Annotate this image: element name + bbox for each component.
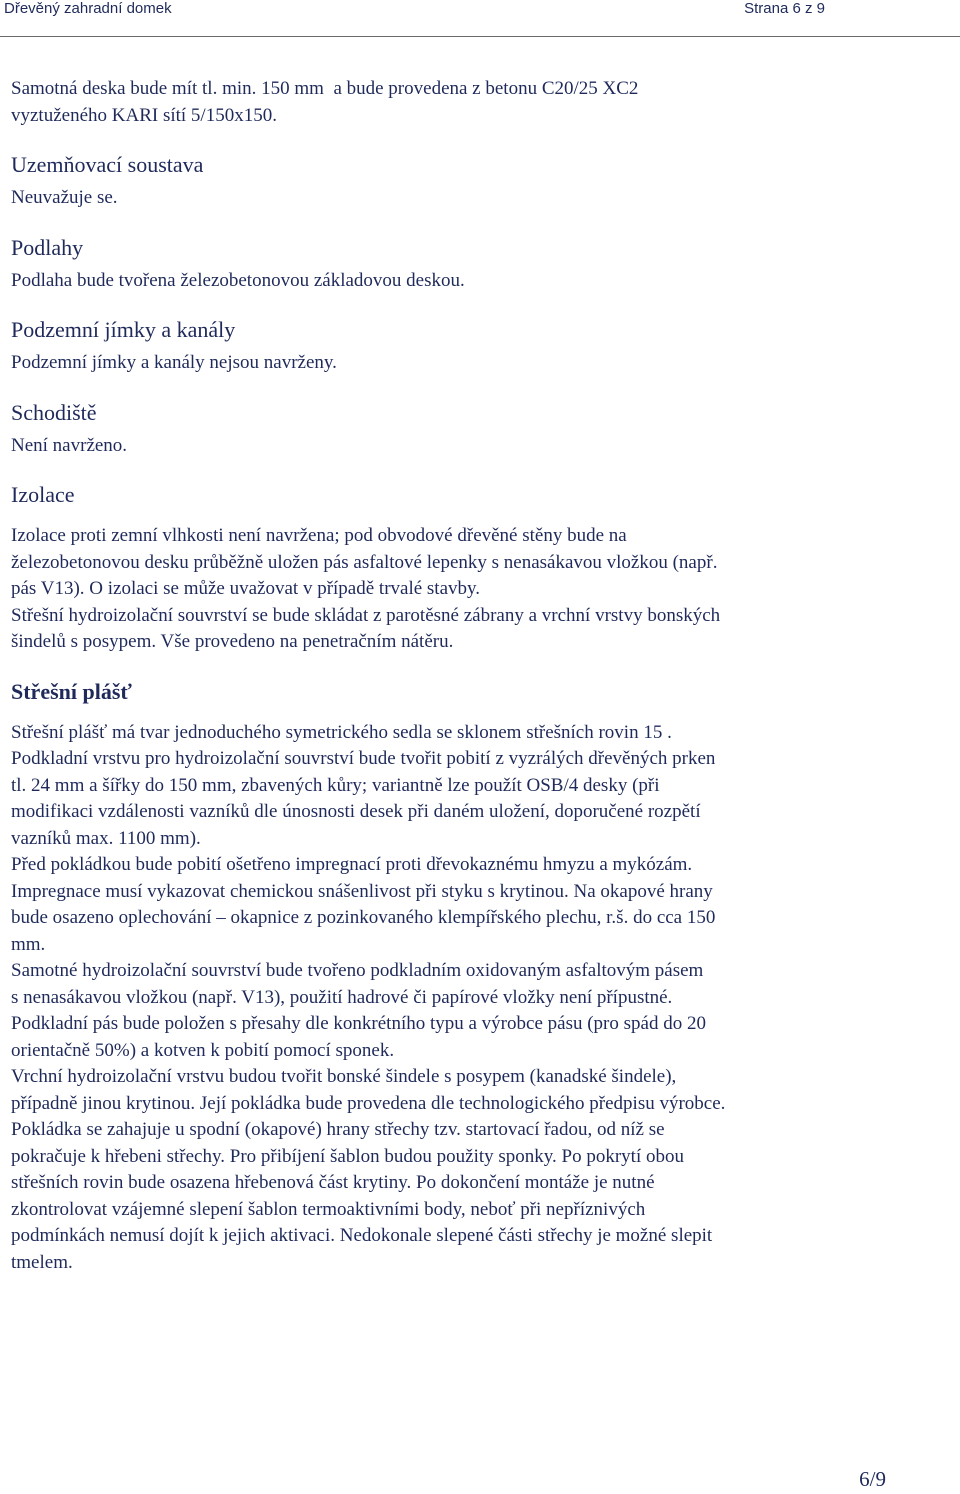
document-body <box>11 76 941 1276</box>
heading-podzemni-jimky: Podzemní jímky a kanály <box>11 317 236 342</box>
heading-podlahy: Podlahy <box>11 234 84 260</box>
intro-paragraph: Samotná deska bude mít tl. min. 150 mm a bude provedena z betonu C20/25 XC2 vyztuženého KARI sítí 5/150x150. <box>11 78 639 126</box>
paragraph-uzemnovaci-soustava: Neuvažuje se. <box>11 187 118 208</box>
heading-uzemnovaci-soustava: Uzemňovací soustava <box>11 152 204 177</box>
paragraph-podlahy: Podlaha bude tvořena železobetonovou základovou deskou. <box>11 269 465 291</box>
heading-stresni-plast: Střešní plášť <box>11 678 132 704</box>
paragraph-schodiste: Není navrženo. <box>11 434 128 456</box>
paragraph-podzemni-jimky: Podzemní jímky a kanály nejsou navrženy. <box>11 352 337 373</box>
document-title: Dřevěný zahradní domek <box>4 0 172 17</box>
heading-izolace: Izolace <box>11 482 75 507</box>
page-indicator: Strana 6 z 9 <box>744 0 825 17</box>
paragraph-stresni-plast: Střešní plášť má tvar jednoduchého symetrického sedla se sklonem střešních rovin 15 . Podkladní vrstvu pro hydroizolační souvrství bude tvořit pobití z vyzrálých dřevěných prken tl. 24 mm a šířky do 150 mm, zbavených kůry; variantně lze použít OSB/4 desky (při modifikaci vzdálenosti vazníků dle únosnosti desek při daném uložení, doporučené rozpětí vazníků max. 1100 mm). Před pokládkou bude pobití ošetřeno impregnací proti dřevokaznému hmyzu a mykózám. Impregnace musí vykazovat chemickou snášenlivost při styku s krytinou. Na okapové hrany bude osazeno oplechování – okapnice z pozinkovaného klempířského plechu, r.š. do cca 150 mm. Samotné hydroizolační souvrství bude tvořeno podkladním oxidovaným asfaltovým pásem s nenasákavou vložkou (např. V13), použití hadrové či papírové vložky není přípustné. Podkladní pás bude položen s přesahy dle konkrétního typu a výrobce pásu (pro spád do 20 orientačně 50%) a kotven k pobití pomocí sponek. Vrchní hydroizolační vrstvu budou tvořit bonské šindele s posypem (kanadské šindele), případně jinou krytinou. Její pokládka bude provedena dle technologického předpisu výrobce. Pokládka se zahajuje u spodní (okapové) hrany střechy tzv. startovací řadou, od níž se pokračuje k hřebeni střechy. Pro přibíjení šablon budou použity sponky. Po pokrytí obou střešních rovin bude osazena hřebenová část krytiny. Po dokončení montáže je nutné zkontrolovat vzájemné slepení šablon termoaktivními body, neboť při nepříznivých podmínkách nemusí dojít k jejich aktivaci. Nedokonale slepené části střechy je možné slepit tmelem. <box>11 721 726 1273</box>
heading-schodiste: Schodiště <box>11 399 97 425</box>
page-number: 6/9 <box>859 1467 886 1491</box>
paragraph-izolace: Izolace proti zemní vlhkosti není navržena; pod obvodové dřevěné stěny bude na železobetonovou desku průběžně uložen pás asfaltové lepenky s nenasákavou vložkou (např. pás V13). O izolaci se může uvažovat v případě trvalé stavby. Střešní hydroizolační souvrství se bude skládat z parotěsné zábrany a vrchní vrstvy bonských šindelů s posypem. Vše provedeno na penetračním nátěru. <box>11 525 721 652</box>
page-header <box>0 0 960 44</box>
header-divider <box>0 36 960 37</box>
